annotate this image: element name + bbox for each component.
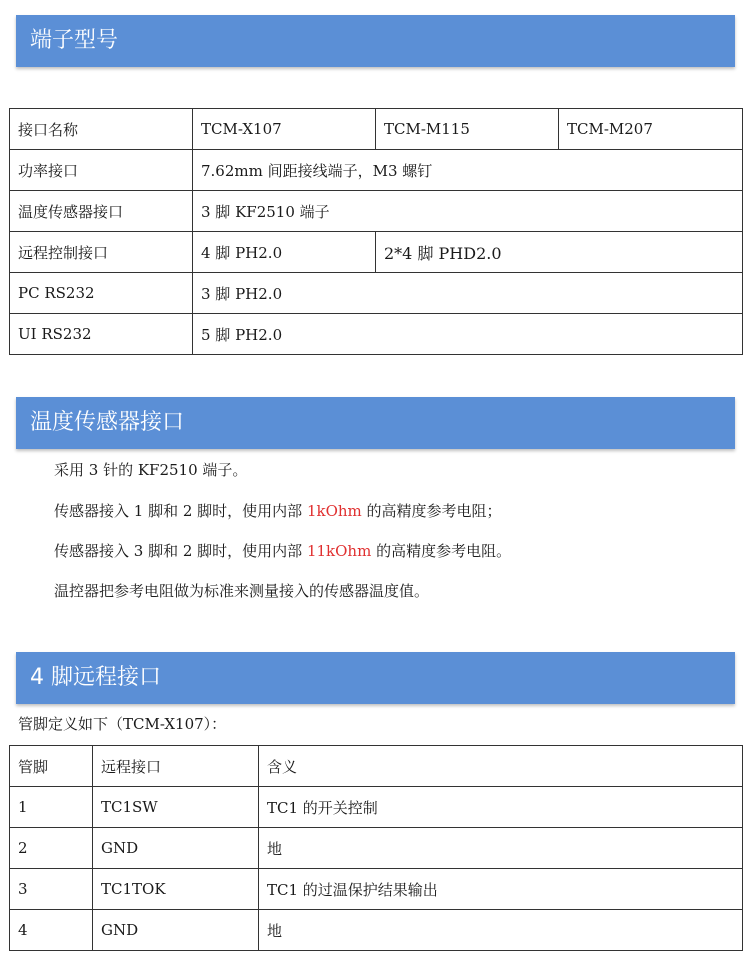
table-cell: 3 脚 PH2.0 [193, 273, 743, 314]
table-row [10, 150, 743, 191]
table-header-cell: 含义 [259, 746, 743, 787]
table-cell: 接口名称 [10, 109, 193, 150]
paragraph: 采用 3 针的 KF2510 端子。 [54, 461, 248, 479]
paragraph [54, 541, 511, 561]
table-cell: TC1 的开关控制 [259, 787, 743, 828]
section-header-temp-sensor [16, 397, 735, 449]
resistor-value: 1kOhm [306, 502, 362, 520]
table-header-row [10, 746, 743, 787]
table-cell: 7.62mm 间距接线端子，M3 螺钉 [193, 150, 743, 191]
paragraph: 温控器把参考电阻做为标准来测量接入的传感器温度值。 [54, 582, 430, 600]
paragraph [54, 501, 502, 521]
table-row [10, 910, 743, 951]
table-row [10, 273, 743, 314]
table-row [10, 191, 743, 232]
resistor-value: 11kOhm [306, 542, 372, 560]
paragraph-text: 传感器接入 1 脚和 2 脚时，使用内部 [54, 502, 307, 520]
table-cell: TC1SW [93, 787, 259, 828]
table-cell: TCM-M207 [559, 109, 743, 150]
paragraph-text: 传感器接入 3 脚和 2 脚时，使用内部 [54, 542, 307, 560]
table-cell: TCM-M115 [376, 109, 559, 150]
table-cell: GND [93, 910, 259, 951]
section-title: 4 脚远程接口 [30, 665, 161, 690]
section-header-terminal-models [16, 15, 735, 67]
table-header-cell: 管脚 [10, 746, 93, 787]
section-title: 端子型号 [30, 28, 119, 53]
table-cell: UI RS232 [10, 314, 193, 355]
table-cell: TC1TOK [93, 869, 259, 910]
table-cell: 1 [10, 787, 93, 828]
table-cell: PC RS232 [10, 273, 193, 314]
table-cell: 地 [259, 910, 743, 951]
table-cell: 2 [10, 828, 93, 869]
table-cell: GND [93, 828, 259, 869]
table-cell: 功率接口 [10, 150, 193, 191]
table-row [10, 869, 743, 910]
table-row [10, 828, 743, 869]
table-caption: 管脚定义如下（TCM-X107）： [18, 715, 227, 733]
pin-definition-table [9, 745, 743, 951]
table-cell: 5 脚 PH2.0 [193, 314, 743, 355]
table-row [10, 787, 743, 828]
table-cell: TCM-X107 [193, 109, 376, 150]
section-header-remote-interface [16, 652, 735, 704]
table-cell: 3 [10, 869, 93, 910]
table-cell: 4 [10, 910, 93, 951]
table-cell: 地 [259, 828, 743, 869]
table-row [10, 109, 743, 150]
section-title: 温度传感器接口 [30, 410, 185, 435]
table-cell: 4 脚 PH2.0 [193, 232, 376, 273]
table-row [10, 314, 743, 355]
table-cell: 2*4 脚 PHD2.0 [376, 232, 743, 273]
table-header-cell: 远程接口 [93, 746, 259, 787]
table-cell: 3 脚 KF2510 端子 [193, 191, 743, 232]
table-cell: 温度传感器接口 [10, 191, 193, 232]
paragraph-text: 的高精度参考电阻。 [371, 542, 512, 560]
terminal-model-table [9, 108, 743, 355]
paragraph-text: 的高精度参考电阻； [361, 502, 502, 520]
table-cell: 远程控制接口 [10, 232, 193, 273]
table-cell: TC1 的过温保护结果输出 [259, 869, 743, 910]
table-row [10, 232, 743, 273]
